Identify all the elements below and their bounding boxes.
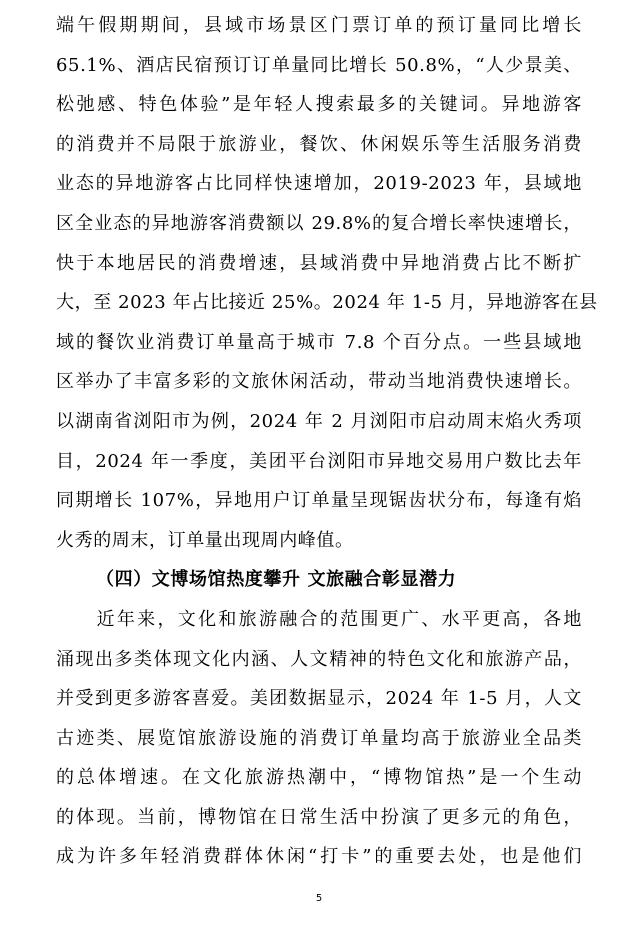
text-line: 业态的异地游客占比同样快速增加，2019-2023 年，县域地 <box>56 173 582 195</box>
page-number: 5 <box>315 893 323 904</box>
text-line: 目，2024 年一季度，美团平台浏阳市异地交易用户数比去年 <box>56 450 582 472</box>
text-line: 大，至 2023 年占比接近 25%。2024 年 1-5 月，异地游客在县 <box>56 292 598 314</box>
text-line: 区全业态的异地游客消费额以 29.8%的复合增长率快速增长， <box>56 212 582 234</box>
text-line: 以湖南省浏阳市为例，2024 年 2 月浏阳市启动周末焰火秀项 <box>56 410 582 432</box>
section-heading: （四）文博场馆热度攀升 文旅融合彰显潜力 <box>96 569 457 591</box>
text-line: 域的餐饮业消费订单量高于城市 7.8 个百分点。一些县域地 <box>56 331 582 353</box>
text-line: 同期增长 107%，异地用户订单量呈现锯齿状分布，每逢有焰 <box>56 490 582 512</box>
text-line: 的总体增速。在文化旅游热潮中，“博物馆热”是一个生动 <box>56 767 582 789</box>
text-line: 古迹类、展览馆旅游设施的消费订单量均高于旅游业全品类 <box>56 727 582 749</box>
paragraph-culture-tourism <box>56 600 582 877</box>
text-line: 并受到更多游客喜爱。美团数据显示，2024 年 1-5 月，人文 <box>56 688 582 710</box>
text-line: 65.1%、酒店民宿预订订单量同比增长 50.8%，“人少景美、 <box>56 54 582 76</box>
text-line: 快于本地居民的消费增速，县域消费中异地消费占比不断扩 <box>56 252 582 274</box>
text-line: 松弛感、特色体验”是年轻人搜索最多的关键词。异地游客 <box>56 94 582 116</box>
document-page <box>56 0 598 877</box>
text-line: 区举办了丰富多彩的文旅休闲活动，带动当地消费快速增长。 <box>56 371 582 393</box>
text-line: 的消费并不局限于旅游业，餐饮、休闲娱乐等生活服务消费 <box>56 133 582 155</box>
text-line: 近年来，文化和旅游融合的范围更广、水平更高，各地 <box>56 608 582 630</box>
text-line: 涌现出多类体现文化内涵、人文精神的特色文化和旅游产品， <box>56 648 582 670</box>
paragraph-county-tourism <box>56 0 598 560</box>
text-line: 端午假期期间，县域市场景区门票订单的预订量同比增长 <box>56 15 582 36</box>
text-line: 火秀的周末，订单量出现周内峰值。 <box>56 529 354 551</box>
text-line: 的体现。当前，博物馆在日常生活中扮演了更多元的角色， <box>56 806 582 828</box>
text-line: 成为许多年轻消费群体休闲“打卡”的重要去处，也是他们 <box>56 846 582 868</box>
